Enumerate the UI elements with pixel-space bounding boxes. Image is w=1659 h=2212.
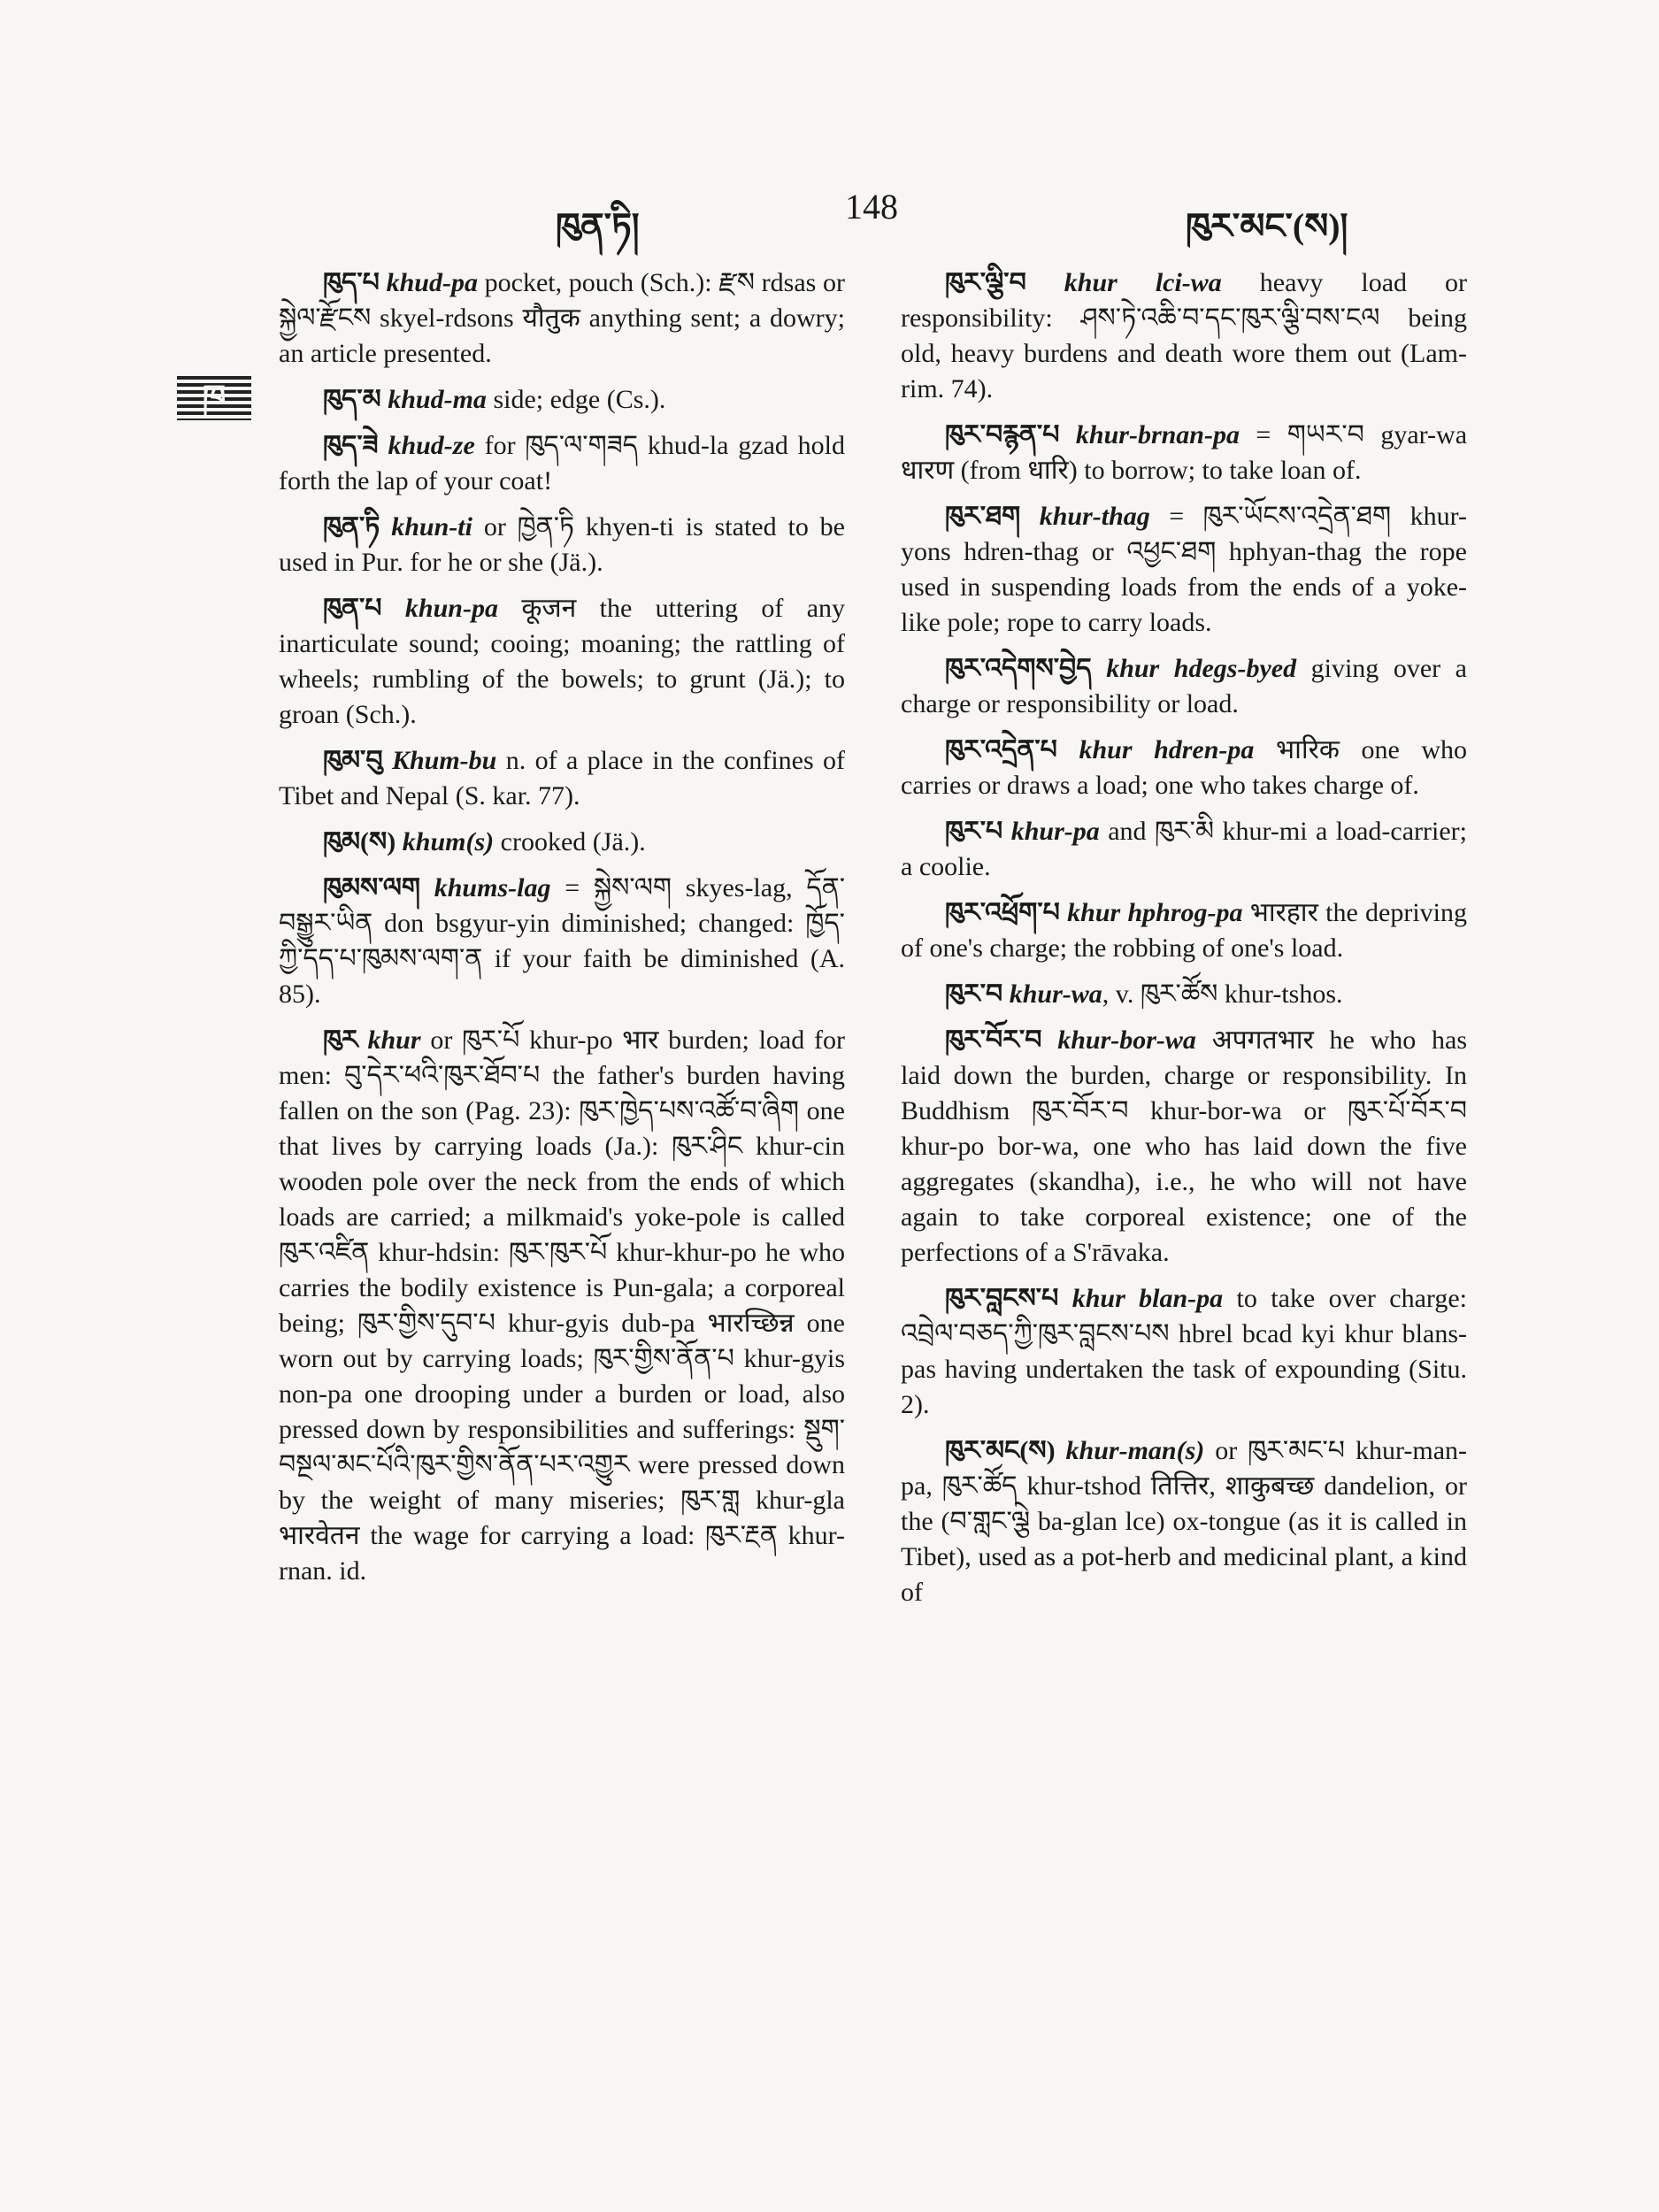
entry-tibetan-headword: ཁུར་བ [945,979,1003,1009]
dictionary-entry [901,418,1467,488]
dictionary-entry [279,1023,845,1589]
entry-transliteration: khud-pa [386,268,478,297]
dictionary-entry [901,733,1467,803]
dictionary-entry [279,428,845,499]
dictionary-entry [901,1433,1467,1610]
dictionary-entry [901,499,1467,641]
entry-tibetan-headword: ཁུད་པ [323,268,380,297]
entry-definition: to take over charge: འབྲེལ་བཅད་ཀྱི་ཁུར་བླངས་པས hbrel bcad kyi khur blans-pas having undertaken the task of expounding (Situ. 2). [901,1284,1467,1419]
entry-tibetan-headword: ཁུར་ཐག [945,502,1021,531]
dictionary-entry [279,825,845,860]
dictionary-entry [901,895,1467,966]
entry-tibetan-headword: ཁུར་པ [945,817,1003,846]
entry-definition: or ཁུར་མང་པ khur-man-pa, ཁུར་ཚོད khur-tshod तित्तिर, शाकुबच्छ dandelion, or the (བ་གླང་ལྕེ ba-glan lce) ox-tongue (as it is called in Tibet), used as a pot-herb and medicinal plant, a kind of [901,1436,1468,1607]
page-header [0,186,1659,246]
dictionary-entry [901,977,1467,1012]
entry-definition: , v. ཁུར་ཚོས khur-tshos. [1102,979,1343,1009]
entry-definition: for ཁུད་ལ་གཟད khud-la gzad hold forth the lap of your coat! [279,431,846,495]
entry-definition: crooked (Jä.). [494,827,646,856]
entry-definition: = གཡར་བ gyar-wa धारण (from धारि) to borrow; to take loan of. [901,420,1468,485]
entry-transliteration: khur-pa [1010,817,1100,846]
entry-definition: and ཁུར་མི khur-mi a load-carrier; a coolie. [901,817,1467,881]
entry-transliteration: khur-thag [1039,502,1150,531]
entry-transliteration: khur hdren-pa [1079,735,1255,764]
entry-transliteration: khums-lag [434,873,551,902]
dictionary-entry [279,591,845,733]
entry-transliteration: khur-brnan-pa [1075,420,1240,449]
entry-tibetan-headword: ཁུར་འདྲེན་པ [945,735,1057,764]
entry-tibetan-headword: ཁུར་འཕྲོག་པ [945,898,1060,927]
entry-transliteration: khur-man(s) [1065,1436,1205,1465]
dictionary-entry [279,382,845,418]
entry-definition: भारिक one who carries or draws a load; one who takes charge of. [901,735,1468,800]
entry-tibetan-headword: ཁུར་འདེགས་བྱེད [945,654,1092,683]
dictionary-entry [279,265,845,372]
entry-transliteration: khur blan-pa [1071,1284,1224,1313]
entry-tibetan-headword: ཁུད་ཟེ [323,431,379,460]
entry-transliteration: khum(s) [402,827,495,856]
entry-tibetan-headword: ཁུད་མ [323,385,381,414]
dictionary-entry [901,814,1467,885]
dictionary-entry [901,1023,1467,1271]
entry-transliteration: khur hdegs-byed [1106,654,1297,683]
entry-transliteration: khur hphrog-pa [1067,898,1243,927]
entry-tibetan-headword: ཁུར་བོར་བ [945,1025,1042,1055]
entry-definition: = སྐྱེས་ལག skyes-lag, དོན་བསྒྱུར་ཡིན don bsgyur-yin diminished; changed: ཁྱོད་ཀྱི་དད་པ་ཁུམས་ལག་ན if your faith be diminished (A. 85). [279,873,845,1009]
page-number: 148 [845,187,898,227]
entry-tibetan-headword: ཁུམ(ས) [323,827,396,856]
dictionary-entry [279,510,845,580]
entry-tibetan-headword: ཁུམས་ལག [323,873,421,902]
entry-tibetan-headword: ཁུར་མང(ས) [945,1436,1056,1465]
side-index-marker: ཁ [177,376,251,420]
right-column [901,265,1467,1621]
entry-definition: भारहार the depriving of one's charge; the robbing of one's load. [901,898,1467,963]
entry-definition: heavy load or responsibility: ཤས་ཏེ་འཆི་བ་དང་ཁུར་ལྕི་བས་ངལ being old, heavy burdens and death wore them out (Lam-rim. 74). [901,268,1468,403]
left-column [279,265,845,1600]
entry-tibetan-headword: ཁུར་བརྙན་པ [945,420,1060,449]
entry-tibetan-headword: ཁུན་ཏི [323,512,380,541]
entry-transliteration: Khum-bu [391,746,497,775]
dictionary-entry [901,265,1467,407]
entry-definition: pocket, pouch (Sch.): རྫས rdsas or སྐྱེལ་རྫོངས skyel-rdsons यौतुक anything sent; a dowry; an article presented. [279,268,846,368]
entry-definition: कूजन the uttering of any inarticulate sound; cooing; moaning; the rattling of wheels; rumbling of the bowels; to grunt (Jä.); to groan (Sch.). [279,594,846,729]
entry-definition: or ཁྱེན་ཏི khyen-ti is stated to be used in Pur. for he or she (Jä.). [279,512,846,577]
entry-tibetan-headword: ཁུམ་བུ [323,746,383,775]
dictionary-entry [279,871,845,1012]
header-left-headword: ཁུན་ཏི། [556,206,640,246]
entry-definition: = ཁུར་ཡོངས་འདྲེན་ཐག khur-yons hdren-thag or འཕྱང་ཐག hphyan-thag the rope used in suspending loads from the ends of a yoke-like pole; rope to carry loads. [901,502,1467,637]
entry-transliteration: khud-ma [388,385,487,414]
entry-tibetan-headword: ཁུར་བླངས་པ [945,1284,1059,1313]
dictionary-entry [901,651,1467,722]
entry-transliteration: khun-pa [404,594,498,623]
entry-transliteration: khur lci-wa [1064,268,1222,297]
dictionary-entry [901,1281,1467,1423]
entry-transliteration: khun-ti [391,512,472,541]
entry-transliteration: khud-ze [388,431,475,460]
entry-transliteration: khur-wa [1009,979,1102,1009]
entry-transliteration: khur [367,1025,421,1055]
entry-tibetan-headword: ཁུར་ལྕི་བ [945,268,1026,297]
entry-definition: side; edge (Cs.). [486,385,666,414]
entry-definition: n. of a place in the confines of Tibet and Nepal (S. kar. 77). [279,746,845,810]
entry-transliteration: khur-bor-wa [1057,1025,1196,1055]
entry-tibetan-headword: ཁུར [323,1025,358,1055]
entry-definition: giving over a charge or responsibility or load. [901,654,1468,718]
entry-tibetan-headword: ཁུན་པ [323,594,382,623]
header-right-headword: ཁུར་མང་(ས)། [1186,206,1348,246]
entry-definition: or ཁུར་པོ khur-po भार burden; load for men: བུ་དེར་ཕའི་ཁུར་ཐོབ་པ the father's burden having fallen on the son (Pag. 23): ཁུར་ཁྱེད་པས་འཚོ་བ་ཞིག one that lives by carrying loads (Ja.): ཁུར་ཤིང khur-cin wooden pole over the neck from the ends of which loads are carried; a milkmaid's yoke-pole is called ཁུར་འཛིན khur-hdsin: ཁུར་ཁུར་པོ khur-khur-po he who carries the bodily existence is Pun-gala; a corporeal being; ཁུར་གྱིས་དུབ་པ khur-gyis dub-pa भारच्छिन्न one worn out by carrying loads; ཁུར་གྱིས་ནོན་པ khur-gyis non-pa one drooping under a burden or load, also pressed down by responsibilities and sufferings: སྡུག་བསྔལ་མང་པོའི་ཁུར་གྱིས་ནོན་པར་འགྱུར were pressed down by the weight of many miseries; ཁུར་གླ khur-gla भारवेतन the wage for carrying a load: ཁུར་རྔན khur-rnan. id. [279,1025,845,1586]
entry-definition: अपगतभार he who has laid down the burden, charge or responsibility. In Buddhism ཁུར་བོར་བ khur-bor-wa or ཁུར་པོ་བོར་བ khur-po bor-wa, one who has laid down the five aggregates (skandha), i.e., he who will not have again to take corporeal existence; one of the perfections of a S'rāvaka. [901,1025,1468,1267]
dictionary-entry [279,743,845,814]
